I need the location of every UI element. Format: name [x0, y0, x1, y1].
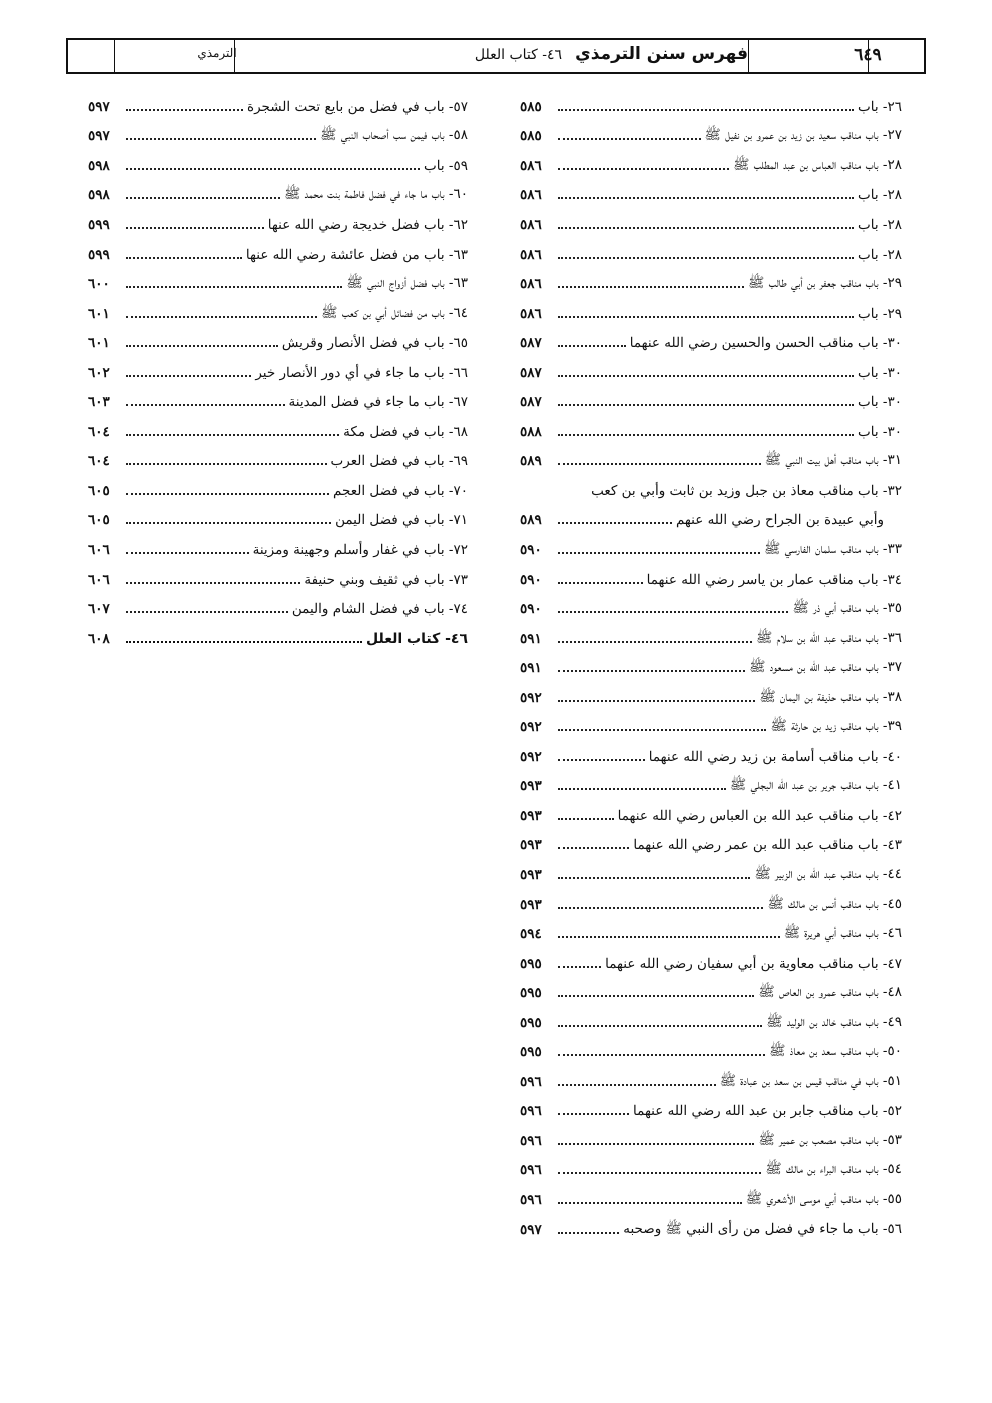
entry-page-number: ٦٠٦ — [88, 571, 110, 588]
dot-leader — [558, 463, 761, 465]
entry-page-number: ٦٠٤ — [88, 423, 110, 440]
entry-title: ٧٠- باب في فضل العجم — [333, 482, 468, 499]
entry-page-number: ٥٩٥ — [520, 985, 542, 1002]
index-entry — [520, 1185, 902, 1215]
entry-page-number: ٥٨٩ — [520, 453, 542, 470]
dot-leader — [558, 759, 645, 761]
dot-leader — [126, 641, 362, 643]
index-entry — [520, 92, 902, 122]
entry-title: ٣٣- باب مناقب سلمان الفارسي ﷺ — [763, 540, 902, 557]
entry-title: ٥٠- باب مناقب سعد بن معاذ ﷺ — [769, 1043, 902, 1060]
index-entry — [520, 210, 902, 240]
dot-leader — [558, 582, 643, 584]
index-entry — [520, 978, 902, 1008]
index-entry — [520, 1215, 902, 1245]
entry-page-number: ٦٠٥ — [88, 482, 110, 499]
entry-title: ٣٦- باب مناقب عبد الله بن سلام ﷺ — [755, 629, 902, 646]
dot-leader — [558, 847, 629, 849]
entry-page-number: ٥٩٦ — [520, 1103, 542, 1120]
dot-leader — [558, 966, 601, 968]
index-entry — [520, 417, 902, 447]
entry-title: ٦٤- باب من فضائل أبي بن كعب ﷺ — [321, 304, 468, 321]
index-entry — [88, 181, 468, 211]
entry-title: ٢٦- باب — [858, 98, 902, 115]
entry-title: ٤١- باب مناقب جرير بن عبد الله البجلي ﷺ — [729, 777, 902, 794]
entry-title: ٤٢- باب مناقب عبد الله بن العباس رضي الله عنهما — [617, 807, 902, 824]
dot-leader — [558, 552, 760, 554]
entry-title: ٤٨- باب مناقب عمرو بن العاص ﷺ — [758, 984, 902, 1001]
entry-title: ٥١- باب في مناقب قيس بن سعد بن عبادة ﷺ — [719, 1072, 902, 1089]
entry-title: ٧٤- باب في فضل الشام واليمن — [291, 601, 468, 618]
dot-leader — [126, 493, 329, 495]
dot-leader — [558, 1202, 742, 1204]
index-entry — [88, 565, 468, 595]
entry-title: ٧٢- باب في غفار وأسلم وجهينة ومزينة — [252, 541, 468, 558]
index-entry — [520, 535, 902, 565]
index-entry — [88, 358, 468, 388]
entry-page-number: ٦٠٧ — [88, 601, 110, 618]
entry-title: ٣٠- باب — [858, 364, 902, 381]
index-entry — [520, 151, 902, 181]
entry-title: ٤٦- باب مناقب أبي هريرة ﷺ — [783, 925, 902, 942]
entry-page-number: ٥٩٢ — [520, 748, 542, 765]
dot-leader — [126, 345, 278, 347]
entry-page-number: ٦٠٢ — [88, 364, 110, 381]
dot-leader — [558, 375, 854, 377]
entry-page-number: ٥٩٣ — [520, 837, 542, 854]
entry-page-number: ٦٠٥ — [88, 512, 110, 529]
entry-page-number: ٥٩١ — [520, 630, 542, 647]
index-entry — [520, 801, 902, 831]
entry-title: ٥٤- باب مناقب البراء بن مالك ﷺ — [765, 1161, 902, 1178]
index-entry — [520, 742, 902, 772]
index-column-left — [88, 92, 468, 653]
entry-title: ٦٢- باب فضل خديجة رضي الله عنها — [267, 216, 468, 233]
entry-page-number: ٥٩٤ — [520, 926, 542, 943]
dot-leader — [126, 286, 342, 288]
index-entry — [520, 653, 902, 683]
entry-title: ٥٨- باب فيمن سب أصحاب النبي ﷺ — [320, 127, 468, 144]
entry-title: ٤٥- باب مناقب أنس بن مالك ﷺ — [767, 895, 902, 912]
index-entry — [88, 240, 468, 270]
index-entry — [88, 151, 468, 181]
index-entry — [520, 860, 902, 890]
entry-page-number: ٥٨٦ — [520, 246, 542, 263]
entry-title: ٣٢- باب مناقب معاذ بن جبل وزيد بن ثابت وأبي بن كعب — [591, 482, 902, 499]
entry-page-number: ٦٠٨ — [88, 630, 110, 647]
entry-page-number: ٥٨٧ — [520, 364, 542, 381]
index-entry — [520, 919, 902, 949]
dot-leader — [558, 1054, 765, 1056]
page-header — [66, 38, 926, 74]
index-entry — [520, 1126, 902, 1156]
entry-page-number: ٥٩٦ — [520, 1132, 542, 1149]
entry-title: ٧١- باب في فضل اليمن — [335, 512, 468, 529]
entry-title: ٣٠- باب مناقب الحسن والحسين رضي الله عنهما — [629, 335, 902, 352]
entry-page-number: ٥٩٦ — [520, 1192, 542, 1208]
entry-title: ٥٢- باب مناقب جابر بن عبد الله رضي الله عنهما — [633, 1103, 902, 1120]
entry-title: ٦٥- باب في فضل الأنصار وقريش — [281, 335, 468, 352]
entry-page-number: ٦٠٠ — [88, 276, 110, 293]
index-entry — [520, 1067, 902, 1097]
entry-title: ٣٨- باب مناقب حذيفة بن اليمان ﷺ — [759, 688, 902, 705]
entry-page-number: ٥٩٦ — [520, 1073, 542, 1090]
entry-page-number: ٥٩٧ — [520, 1221, 542, 1238]
dot-leader — [558, 522, 672, 524]
entry-title: وأبي عبيدة بن الجراح رضي الله عنهم — [675, 512, 884, 529]
dot-leader — [558, 316, 854, 318]
dot-leader — [126, 404, 285, 406]
dot-leader — [558, 907, 763, 909]
entry-page-number: ٥٩٠ — [520, 571, 542, 588]
dot-leader — [558, 1025, 762, 1027]
dot-leader — [558, 877, 750, 879]
dot-leader — [558, 227, 854, 229]
entry-title: ٢٧- باب مناقب سعيد بن زيد بن عمرو بن نفيل ﷺ — [704, 127, 902, 144]
index-entry — [88, 447, 468, 477]
index-entry — [88, 328, 468, 358]
index-entry — [520, 269, 902, 299]
entry-title: ٤٦- كتاب العلل — [365, 630, 468, 647]
entry-title: ٣٥- باب مناقب أبي ذر ﷺ — [792, 600, 902, 617]
entry-title: ٦٧- باب ما جاء في فضل المدينة — [288, 394, 468, 411]
dot-leader — [558, 257, 854, 259]
dot-leader — [558, 1113, 629, 1115]
dot-leader — [558, 1172, 761, 1174]
entry-title: ٦٣- باب فضل أزواج النبي ﷺ — [346, 275, 468, 292]
entry-title: ٣٩- باب مناقب زيد بن حارثة ﷺ — [770, 718, 902, 735]
dot-leader — [126, 582, 300, 584]
chapter-subtitle: ٤٦- كتاب العلل — [474, 47, 563, 63]
dot-leader — [558, 995, 754, 997]
index-column-right — [520, 92, 902, 1244]
entry-page-number: ٥٩٠ — [520, 601, 542, 618]
entry-title: ٥٥- باب مناقب أبي موسى الأشعري ﷺ — [745, 1191, 902, 1207]
entry-title: ٤٤- باب مناقب عبد الله بن الزبير ﷺ — [754, 865, 902, 882]
index-entry — [88, 387, 468, 417]
entry-title: ٤٣- باب مناقب عبد الله بن عمر رضي الله عنهما — [633, 837, 902, 854]
index-entry — [520, 949, 902, 979]
dot-leader — [126, 552, 249, 554]
entry-page-number: ٦٠١ — [88, 305, 110, 322]
dot-leader — [558, 611, 788, 613]
entry-title: ٥٦- باب ما جاء في فضل من رأى النبي ﷺ وصحبه — [623, 1220, 902, 1237]
entry-title: ٥٩- باب — [424, 157, 468, 174]
dot-leader — [558, 1232, 619, 1234]
index-entry — [520, 299, 902, 329]
dot-leader — [558, 1084, 716, 1086]
index-entry — [520, 1156, 902, 1186]
entry-page-number: ٥٩٣ — [520, 807, 542, 824]
entry-title: ٧٣- باب في ثقيف وبني حنيفة — [304, 571, 468, 588]
dot-leader — [558, 729, 766, 731]
entry-title: ٦٩- باب في فضل العرب — [330, 453, 468, 470]
entry-title: ٢٩- باب — [858, 305, 902, 322]
entry-page-number: ٥٨٦ — [520, 216, 542, 233]
entry-title: ٣٠- باب — [858, 394, 902, 411]
dot-leader — [558, 641, 752, 643]
entry-title: ٢٨- باب — [858, 246, 902, 263]
entry-page-number: ٥٨٩ — [520, 512, 542, 529]
dot-leader — [558, 818, 614, 820]
dot-leader — [558, 197, 854, 199]
entry-page-number: ٥٩٥ — [520, 1014, 542, 1031]
index-entry — [88, 210, 468, 240]
index-entry — [520, 1008, 902, 1038]
index-entry — [520, 772, 902, 802]
entry-page-number: ٥٨٥ — [520, 128, 542, 145]
entry-title: ٦٠- باب ما جاء في فضل فاطمة بنت محمد ﷺ — [283, 186, 468, 203]
index-entry — [88, 299, 468, 329]
entry-page-number: ٦٠١ — [88, 335, 110, 352]
dot-leader — [126, 434, 339, 436]
entry-title: ٥٧- باب في فضل من بايع تحت الشجرة — [247, 98, 468, 115]
index-entry — [88, 92, 468, 122]
dot-leader — [558, 434, 854, 436]
index-entry — [520, 624, 902, 654]
index-entry — [520, 1097, 902, 1127]
entry-page-number: ٥٩٣ — [520, 778, 542, 795]
entry-page-number: ٦٠٤ — [88, 453, 110, 470]
index-entry — [520, 240, 902, 270]
index-entry — [88, 122, 468, 152]
index-entry — [520, 831, 902, 861]
index-entry — [520, 712, 902, 742]
dot-leader — [126, 109, 243, 111]
index-entry — [88, 269, 468, 299]
index-entry — [520, 683, 902, 713]
entry-title: ٢٨- باب — [858, 187, 902, 204]
index-entry — [520, 506, 902, 536]
entry-page-number: ٥٨٦ — [520, 276, 542, 293]
entry-page-number: ٥٨٨ — [520, 423, 542, 440]
dot-leader — [126, 375, 251, 377]
entry-title: ٤٧- باب مناقب معاوية بن أبي سفيان رضي الله عنهما — [605, 955, 902, 972]
entry-title: ٣٤- باب مناقب عمار بن ياسر رضي الله عنهما — [646, 571, 902, 588]
entry-title: ٤٩- باب مناقب خالد بن الوليد ﷺ — [766, 1013, 902, 1030]
entry-page-number: ٥٩٧ — [88, 98, 110, 115]
entry-page-number: ٦٠٦ — [88, 541, 110, 558]
entry-page-number: ٦٠٣ — [88, 394, 110, 411]
header-divider — [114, 40, 115, 72]
index-entry — [88, 476, 468, 506]
index-entry — [88, 417, 468, 447]
entry-page-number: ٥٩٢ — [520, 689, 542, 706]
index-entry — [88, 594, 468, 624]
dot-leader — [558, 109, 854, 111]
dot-leader — [126, 611, 288, 613]
dot-leader — [558, 1143, 754, 1145]
dot-leader — [126, 227, 264, 229]
dot-leader — [126, 316, 317, 318]
index-entry — [520, 181, 902, 211]
dot-leader — [558, 345, 626, 347]
index-entry — [520, 122, 902, 152]
index-entry — [520, 890, 902, 920]
index-entry — [88, 535, 468, 565]
entry-title: ٤٠- باب مناقب أسامة بن زيد رضي الله عنهما — [648, 748, 902, 765]
entry-page-number: ٥٨٧ — [520, 335, 542, 352]
dot-leader — [558, 788, 726, 790]
entry-page-number: ٥٨٦ — [520, 187, 542, 204]
index-entry — [520, 447, 902, 477]
dot-leader — [126, 138, 316, 140]
book-entry — [88, 624, 468, 654]
dot-leader — [126, 522, 331, 524]
index-entry — [520, 387, 902, 417]
entry-title: ٣٧- باب مناقب عبد الله بن مسعود ﷺ — [749, 659, 902, 676]
entry-title: ٥٣- باب مناقب مصعب بن عمير ﷺ — [758, 1131, 902, 1148]
entry-page-number: ٥٨٦ — [520, 305, 542, 322]
entry-title: ٦٣- باب من فضل عائشة رضي الله عنها — [245, 246, 468, 263]
entry-page-number: ٥٩١ — [520, 660, 542, 677]
dot-leader — [126, 168, 420, 170]
header-title — [448, 44, 748, 64]
entry-page-number: ٥٩٣ — [520, 896, 542, 913]
index-entry — [520, 476, 902, 506]
dot-leader — [126, 257, 242, 259]
entry-page-number: ٥٩٩ — [88, 216, 110, 233]
index-entry — [520, 594, 902, 624]
header-divider — [748, 40, 749, 72]
dot-leader — [558, 286, 744, 288]
dot-leader — [126, 463, 327, 465]
index-entry — [520, 358, 902, 388]
entry-title: ٢٩- باب مناقب جعفر بن أبي طالب ﷺ — [747, 275, 902, 292]
entry-title: ٢٨- باب — [858, 216, 902, 233]
dot-leader — [558, 404, 854, 406]
dot-leader — [126, 197, 280, 199]
entry-title: ٦٦- باب ما جاء في أي دور الأنصار خير — [255, 364, 468, 381]
dot-leader — [558, 700, 755, 702]
entry-page-number: ٥٩٣ — [520, 866, 542, 883]
entry-page-number: ٥٩٨ — [88, 187, 110, 204]
entry-title: ٢٨- باب مناقب العباس بن عبد المطلب ﷺ — [733, 156, 902, 173]
entry-title: ٣٠- باب — [858, 423, 902, 440]
entry-title: ٣١- باب مناقب أهل بيت النبي ﷺ — [764, 452, 902, 469]
book-name: الترمذي — [197, 46, 237, 60]
entry-page-number: ٥٨٦ — [520, 157, 542, 174]
entry-page-number: ٥٩٢ — [520, 719, 542, 736]
page-number: ٦٤٩ — [854, 45, 882, 65]
dot-leader — [558, 936, 780, 938]
index-title: فهرس سنن الترمذي — [575, 44, 748, 64]
dot-leader — [558, 670, 745, 672]
index-entry — [88, 506, 468, 536]
entry-page-number: ٥٩٥ — [520, 1044, 542, 1061]
entry-page-number: ٥٩٧ — [88, 128, 110, 145]
dot-leader — [558, 168, 729, 170]
entry-page-number: ٥٩٦ — [520, 1162, 542, 1179]
entry-page-number: ٥٨٥ — [520, 98, 542, 115]
index-entry — [520, 565, 902, 595]
index-entry — [520, 328, 902, 358]
dot-leader — [558, 138, 701, 140]
entry-page-number: ٥٩٥ — [520, 955, 542, 972]
entry-title: ٦٨- باب في فضل مكة — [343, 423, 468, 440]
entry-page-number: ٥٨٧ — [520, 394, 542, 411]
entry-page-number: ٥٩٠ — [520, 541, 542, 558]
entry-page-number: ٥٩٨ — [88, 157, 110, 174]
index-entry — [520, 1038, 902, 1068]
entry-page-number: ٥٩٩ — [88, 246, 110, 263]
